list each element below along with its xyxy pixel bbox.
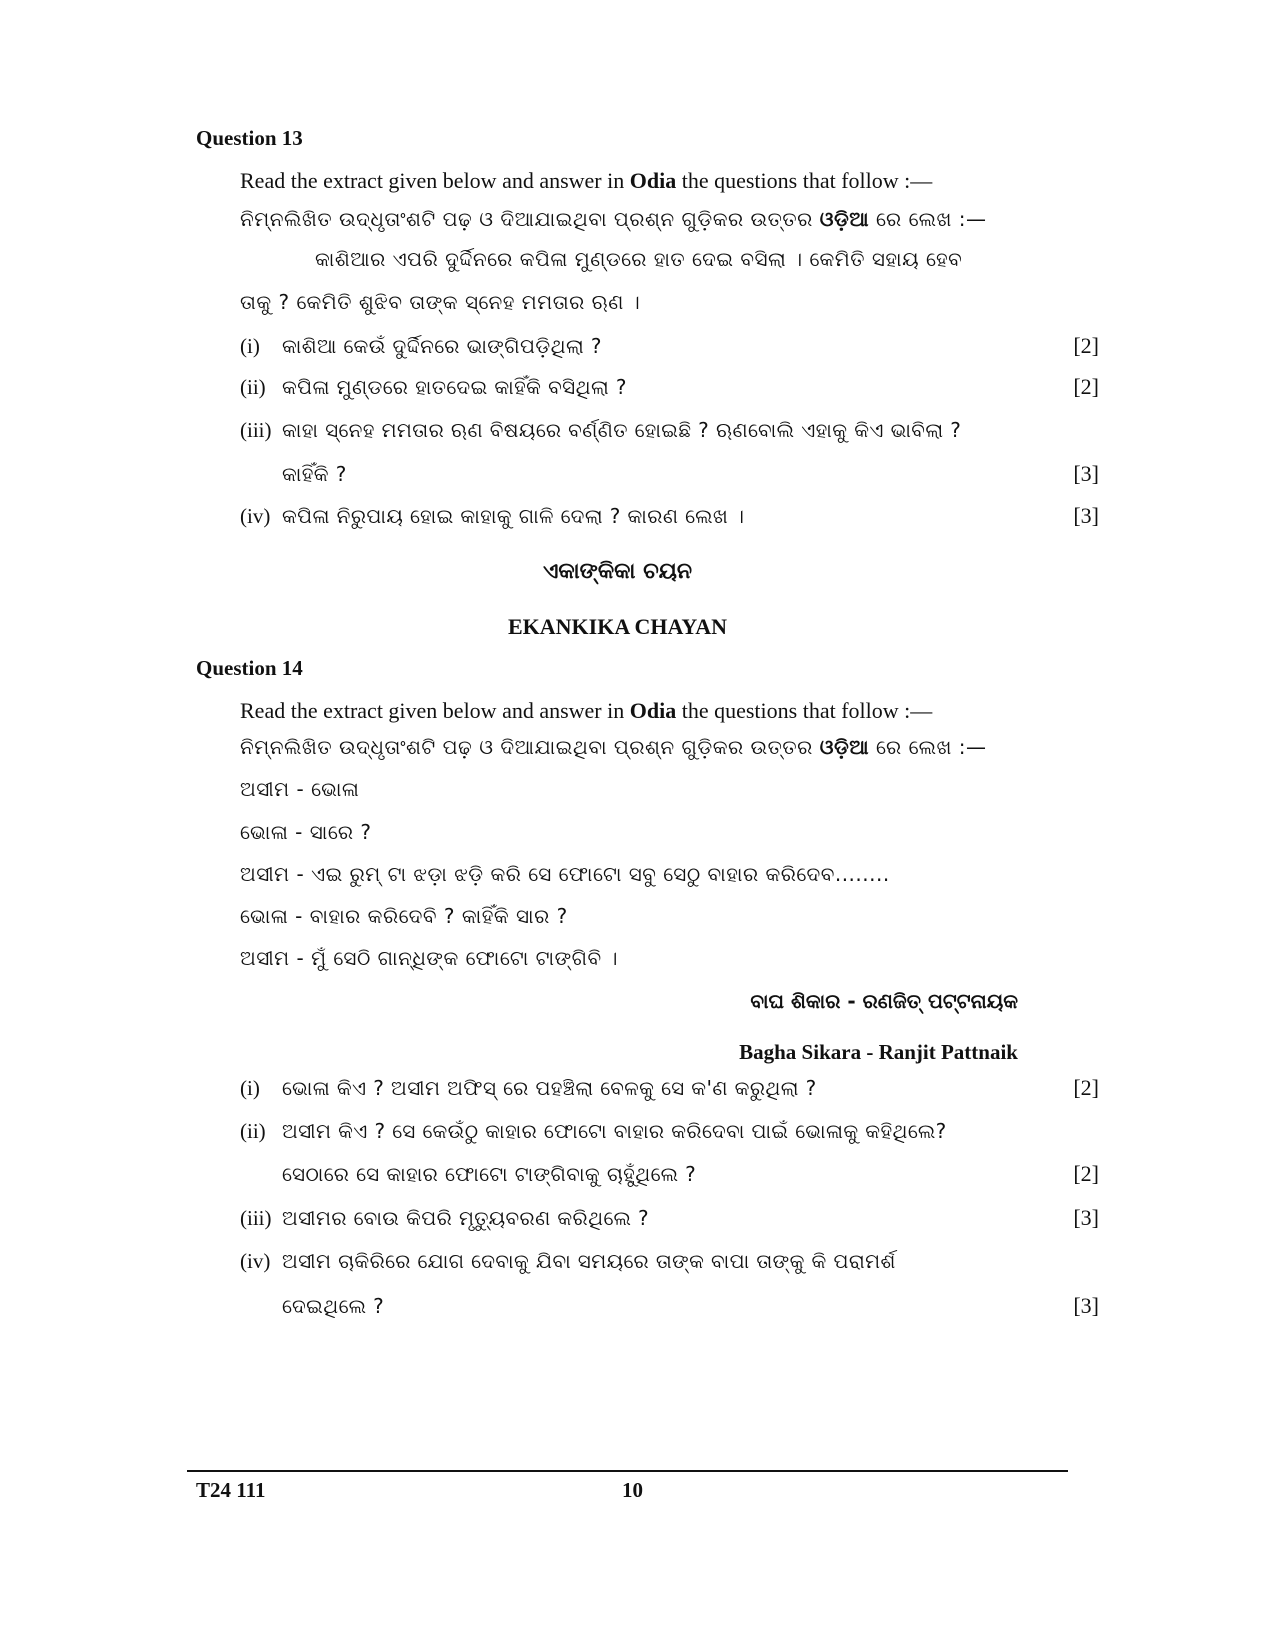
q14-item-iv xyxy=(240,1245,1099,1277)
item-number: (ii) xyxy=(240,375,266,399)
dialogue-line: ଭୋଳା - ବାହାର କରିଦେବି ? କାହିଁକି ସାର ? xyxy=(240,904,568,928)
q14-item-i xyxy=(240,1072,1099,1104)
dialogue-line: ଅସୀମ - ମୁଁ ସେଠି ଗାନ୍ଧିଙ୍କ ଫୋଟୋ ଟାଙ୍ଗିବି । xyxy=(240,946,618,970)
question-14-heading: Question 14 xyxy=(196,656,303,680)
item-text: ଅସୀମ କିଏ ? ସେ କେଉଁଠୁ କାହାର ଫୋଟୋ ବାହାର କରିଦେବା ପାଇଁ ଭୋଳାକୁ କହିଥିଲେ? xyxy=(282,1119,947,1143)
item-number: (i) xyxy=(240,1076,260,1100)
item-marks: [3] xyxy=(1073,1205,1099,1230)
q13-extract-line-1: କାଶିଆର ଏପରି ଦୁର୍ଦ୍ଦିନରେ କପିଳା ମୁଣ୍ଡରେ ହାତ ଦେଇ ବସିଲା । କେମିତି ସହାୟ ହେବ xyxy=(315,247,963,271)
item-marks: [2] xyxy=(1073,374,1099,399)
q13-item-ii xyxy=(240,371,1099,403)
item-number: (ii) xyxy=(240,1119,266,1143)
item-text: କାଶିଆ କେଉଁ ଦୁର୍ଦ୍ଦିନରେ ଭାଙ୍ଗିପଡ଼ିଥିଲା ? xyxy=(282,334,602,358)
item-marks: [2] xyxy=(1073,1075,1099,1100)
q13-item-i xyxy=(240,330,1099,362)
item-text: କପିଳା ମୁଣ୍ଡରେ ହାତଦେଇ କାହିଁକି ବସିଥିଲା ? xyxy=(282,375,627,399)
source-attribution-odia: ବାଘ ଶିକାର - ରଣଜିତ୍ ପଟ୍ଟନାୟକ xyxy=(750,989,1018,1013)
q13-extract-line-2: ତାକୁ ? କେମିତି ଶୁଝିବ ତାଙ୍କ ସ୍ନେହ ମମତାର ଋଣ । xyxy=(240,290,641,314)
item-text: ଭୋଳା କିଏ ? ଅସୀମ ଅଫିସ୍ ରେ ପହଞ୍ଚିଲା ବେଳକୁ ସେ କ'ଣ କରୁଥିଲା ? xyxy=(282,1076,817,1100)
q13-instruction-en: Read the extract given below and answer in Odia the questions that follow :— xyxy=(240,168,933,193)
paper-code: T24 111 xyxy=(196,1478,266,1502)
section-title-english: EKANKIKA CHAYAN xyxy=(507,614,728,639)
item-number: (iv) xyxy=(240,1249,271,1273)
section-title-odia: ଏକାଙ୍କିକା ଚୟନ xyxy=(542,559,693,584)
q13-instruction-od: ନିମ୍ନଲିଖିତ ଉଦ୍ଧୃତାଂଶଟି ପଢ଼ ଓ ଦିଆଯାଇଥିବା ପ୍ରଶ୍ନ ଗୁଡ଼ିକର ଉତ୍ତର ଓଡ଼ିଆ ରେ ଲେଖ :— xyxy=(240,207,987,231)
item-text: ଅସୀମ ଚାକିରିରେ ଯୋଗ ଦେବାକୁ ଯିବା ସମୟରେ ତାଙ୍କ ବାପା ତାଙ୍କୁ କି ପରାମର୍ଶ xyxy=(282,1249,896,1273)
footer-divider xyxy=(187,1470,1068,1472)
q14-item-iii xyxy=(240,1202,1099,1234)
item-number: (i) xyxy=(240,334,260,358)
q13-item-iii-continuation: କାହିଁକି ? xyxy=(282,462,347,486)
page-number: 10 xyxy=(622,1478,643,1502)
question-13-heading: Question 13 xyxy=(196,126,303,150)
item-number: (iii) xyxy=(240,418,272,442)
q14-item-ii xyxy=(240,1115,1099,1147)
item-text: ଅସୀମର ବୋଉ କିପରି ମୃତ୍ୟୁବରଣ କରିଥିଲେ ? xyxy=(282,1206,650,1230)
q14-instruction-od: ନିମ୍ନଲିଖିତ ଉଦ୍ଧୃତାଂଶଟି ପଢ଼ ଓ ଦିଆଯାଇଥିବା ପ୍ରଶ୍ନ ଗୁଡ଼ିକର ଉତ୍ତର ଓଡ଼ିଆ ରେ ଲେଖ :— xyxy=(240,735,987,759)
item-number: (iv) xyxy=(240,504,271,528)
q13-item-iii-marks: [3] xyxy=(1073,461,1099,486)
q14-item-ii-marks: [2] xyxy=(1073,1161,1099,1186)
q13-item-iv xyxy=(240,500,1099,532)
source-attribution-english: Bagha Sikara - Ranjit Pattnaik xyxy=(739,1040,1018,1064)
q13-item-iii xyxy=(240,414,1099,446)
item-marks: [2] xyxy=(1073,333,1099,358)
q14-instruction-en: Read the extract given below and answer in Odia the questions that follow :— xyxy=(240,698,933,723)
q14-item-ii-continuation: ସେଠାରେ ସେ କାହାର ଫୋଟୋ ଟାଙ୍ଗିବାକୁ ଚାହୁଁଥିଲେ ? xyxy=(282,1162,697,1186)
item-number: (iii) xyxy=(240,1206,272,1230)
dialogue-line: ଭୋଳା - ସାରେ ? xyxy=(240,820,372,844)
dialogue-line: ଅସୀମ - ଏଇ ରୁମ୍ ଟା ଝଡ଼ା ଝଡ଼ି କରି ସେ ଫୋଟୋ ସବୁ ସେଠୁ ବାହାର କରିଦେବ........ xyxy=(240,862,890,886)
item-text: କାହା ସ୍ନେହ ମମତାର ଋଣ ବିଷୟରେ ବର୍ଣ୍ଣିତ ହୋଇଛି ? ଋଣବୋଲି ଏହାକୁ କିଏ ଭାବିଲା ? xyxy=(282,418,962,442)
dialogue-line: ଅସୀମ - ଭୋଳା xyxy=(240,777,360,801)
q14-item-iv-continuation: ଦେଇଥିଲେ ? xyxy=(282,1294,385,1318)
item-marks: [3] xyxy=(1073,503,1099,528)
q14-item-iv-marks: [3] xyxy=(1073,1293,1099,1318)
item-text: କପିଳା ନିରୁପାୟ ହୋଇ କାହାକୁ ଗାଳି ଦେଲା ? କାରଣ ଲେଖ । xyxy=(282,504,745,528)
